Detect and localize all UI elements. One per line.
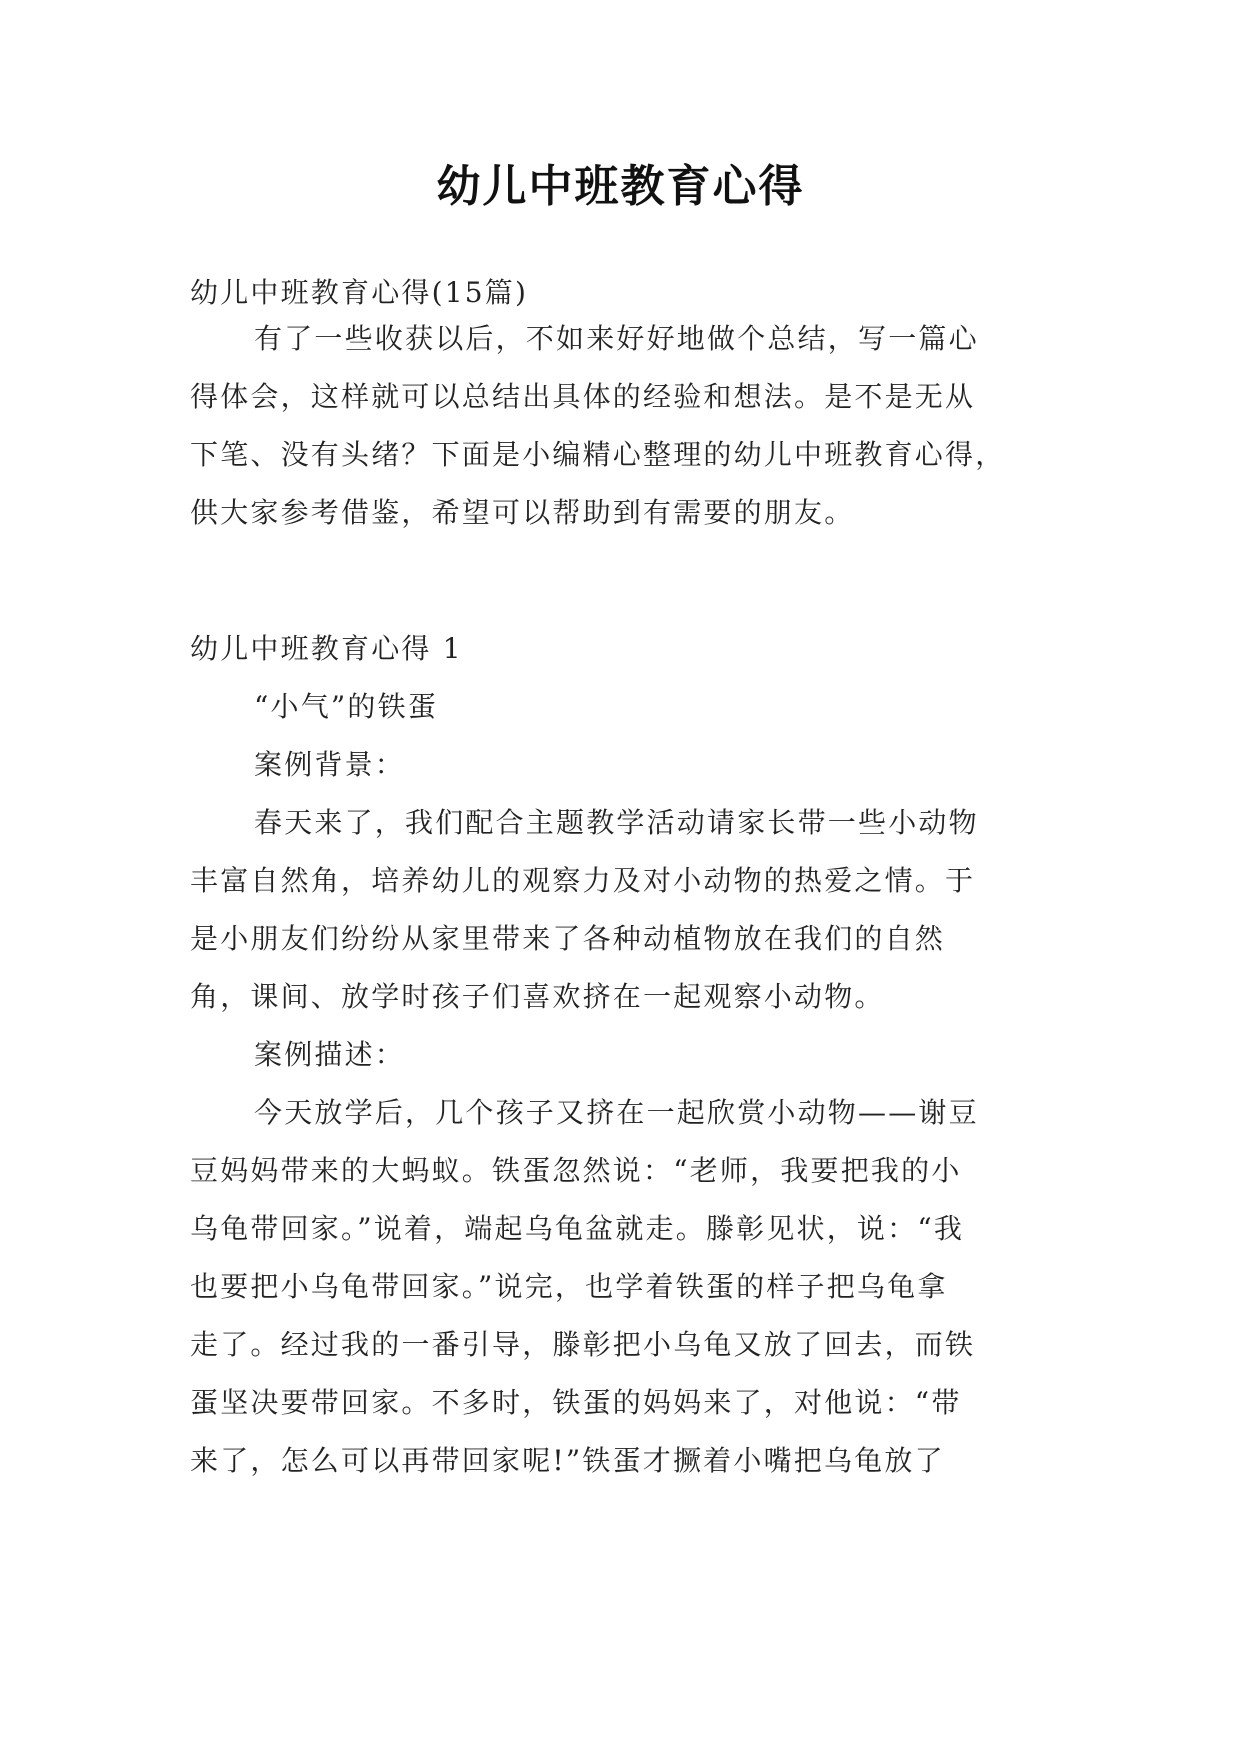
intro-line: 有了一些收获以后，不如来好好地做个总结，写一篇心 <box>254 322 979 355</box>
description-line: 乌龟带回家。”说着，端起乌龟盆就走。滕彰见状，说：“我 <box>190 1212 965 1245</box>
background-line: 角，课间、放学时孩子们喜欢挤在一起观察小动物。 <box>190 980 885 1013</box>
background-line: 春天来了，我们配合主题教学活动请家长带一些小动物 <box>254 806 979 839</box>
document-subtitle: 幼儿中班教育心得(15篇) <box>190 276 529 309</box>
case-title: “小气”的铁蛋 <box>254 690 439 723</box>
section-1 <box>190 620 1051 1490</box>
document-title: 幼儿中班教育心得 <box>436 161 805 212</box>
description-line: 来了，怎么可以再带回家呢!”铁蛋才撅着小嘴把乌龟放了 <box>190 1444 945 1477</box>
description-line: 今天放学后，几个孩子又挤在一起欣赏小动物——谢豆 <box>254 1096 979 1129</box>
intro-paragraph <box>190 310 1051 542</box>
description-line: 走了。经过我的一番引导，滕彰把小乌龟又放了回去，而铁 <box>190 1328 976 1361</box>
description-line: 豆妈妈带来的大蚂蚁。铁蛋忽然说：“老师，我要把我的小 <box>190 1154 962 1187</box>
background-line: 是小朋友们纷纷从家里带来了各种动植物放在我们的自然 <box>190 922 946 955</box>
description-line: 也要把小乌龟带回家。”说完，也学着铁蛋的样子把乌龟拿 <box>190 1270 948 1303</box>
background-line: 丰富自然角，培养幼儿的观察力及对小动物的热爱之情。于 <box>190 864 976 897</box>
intro-line: 下笔、没有头绪？下面是小编精心整理的幼儿中班教育心得， <box>190 438 1006 471</box>
description-line: 蛋坚决要带回家。不多时，铁蛋的妈妈来了，对他说：“带 <box>190 1386 962 1419</box>
intro-line: 得体会，这样就可以总结出具体的经验和想法。是不是无从 <box>190 380 976 413</box>
intro-line: 供大家参考借鉴，希望可以帮助到有需要的朋友。 <box>190 496 855 529</box>
section-heading: 幼儿中班教育心得 1 <box>190 632 463 665</box>
background-label: 案例背景： <box>254 748 406 781</box>
description-label: 案例描述： <box>254 1038 406 1071</box>
